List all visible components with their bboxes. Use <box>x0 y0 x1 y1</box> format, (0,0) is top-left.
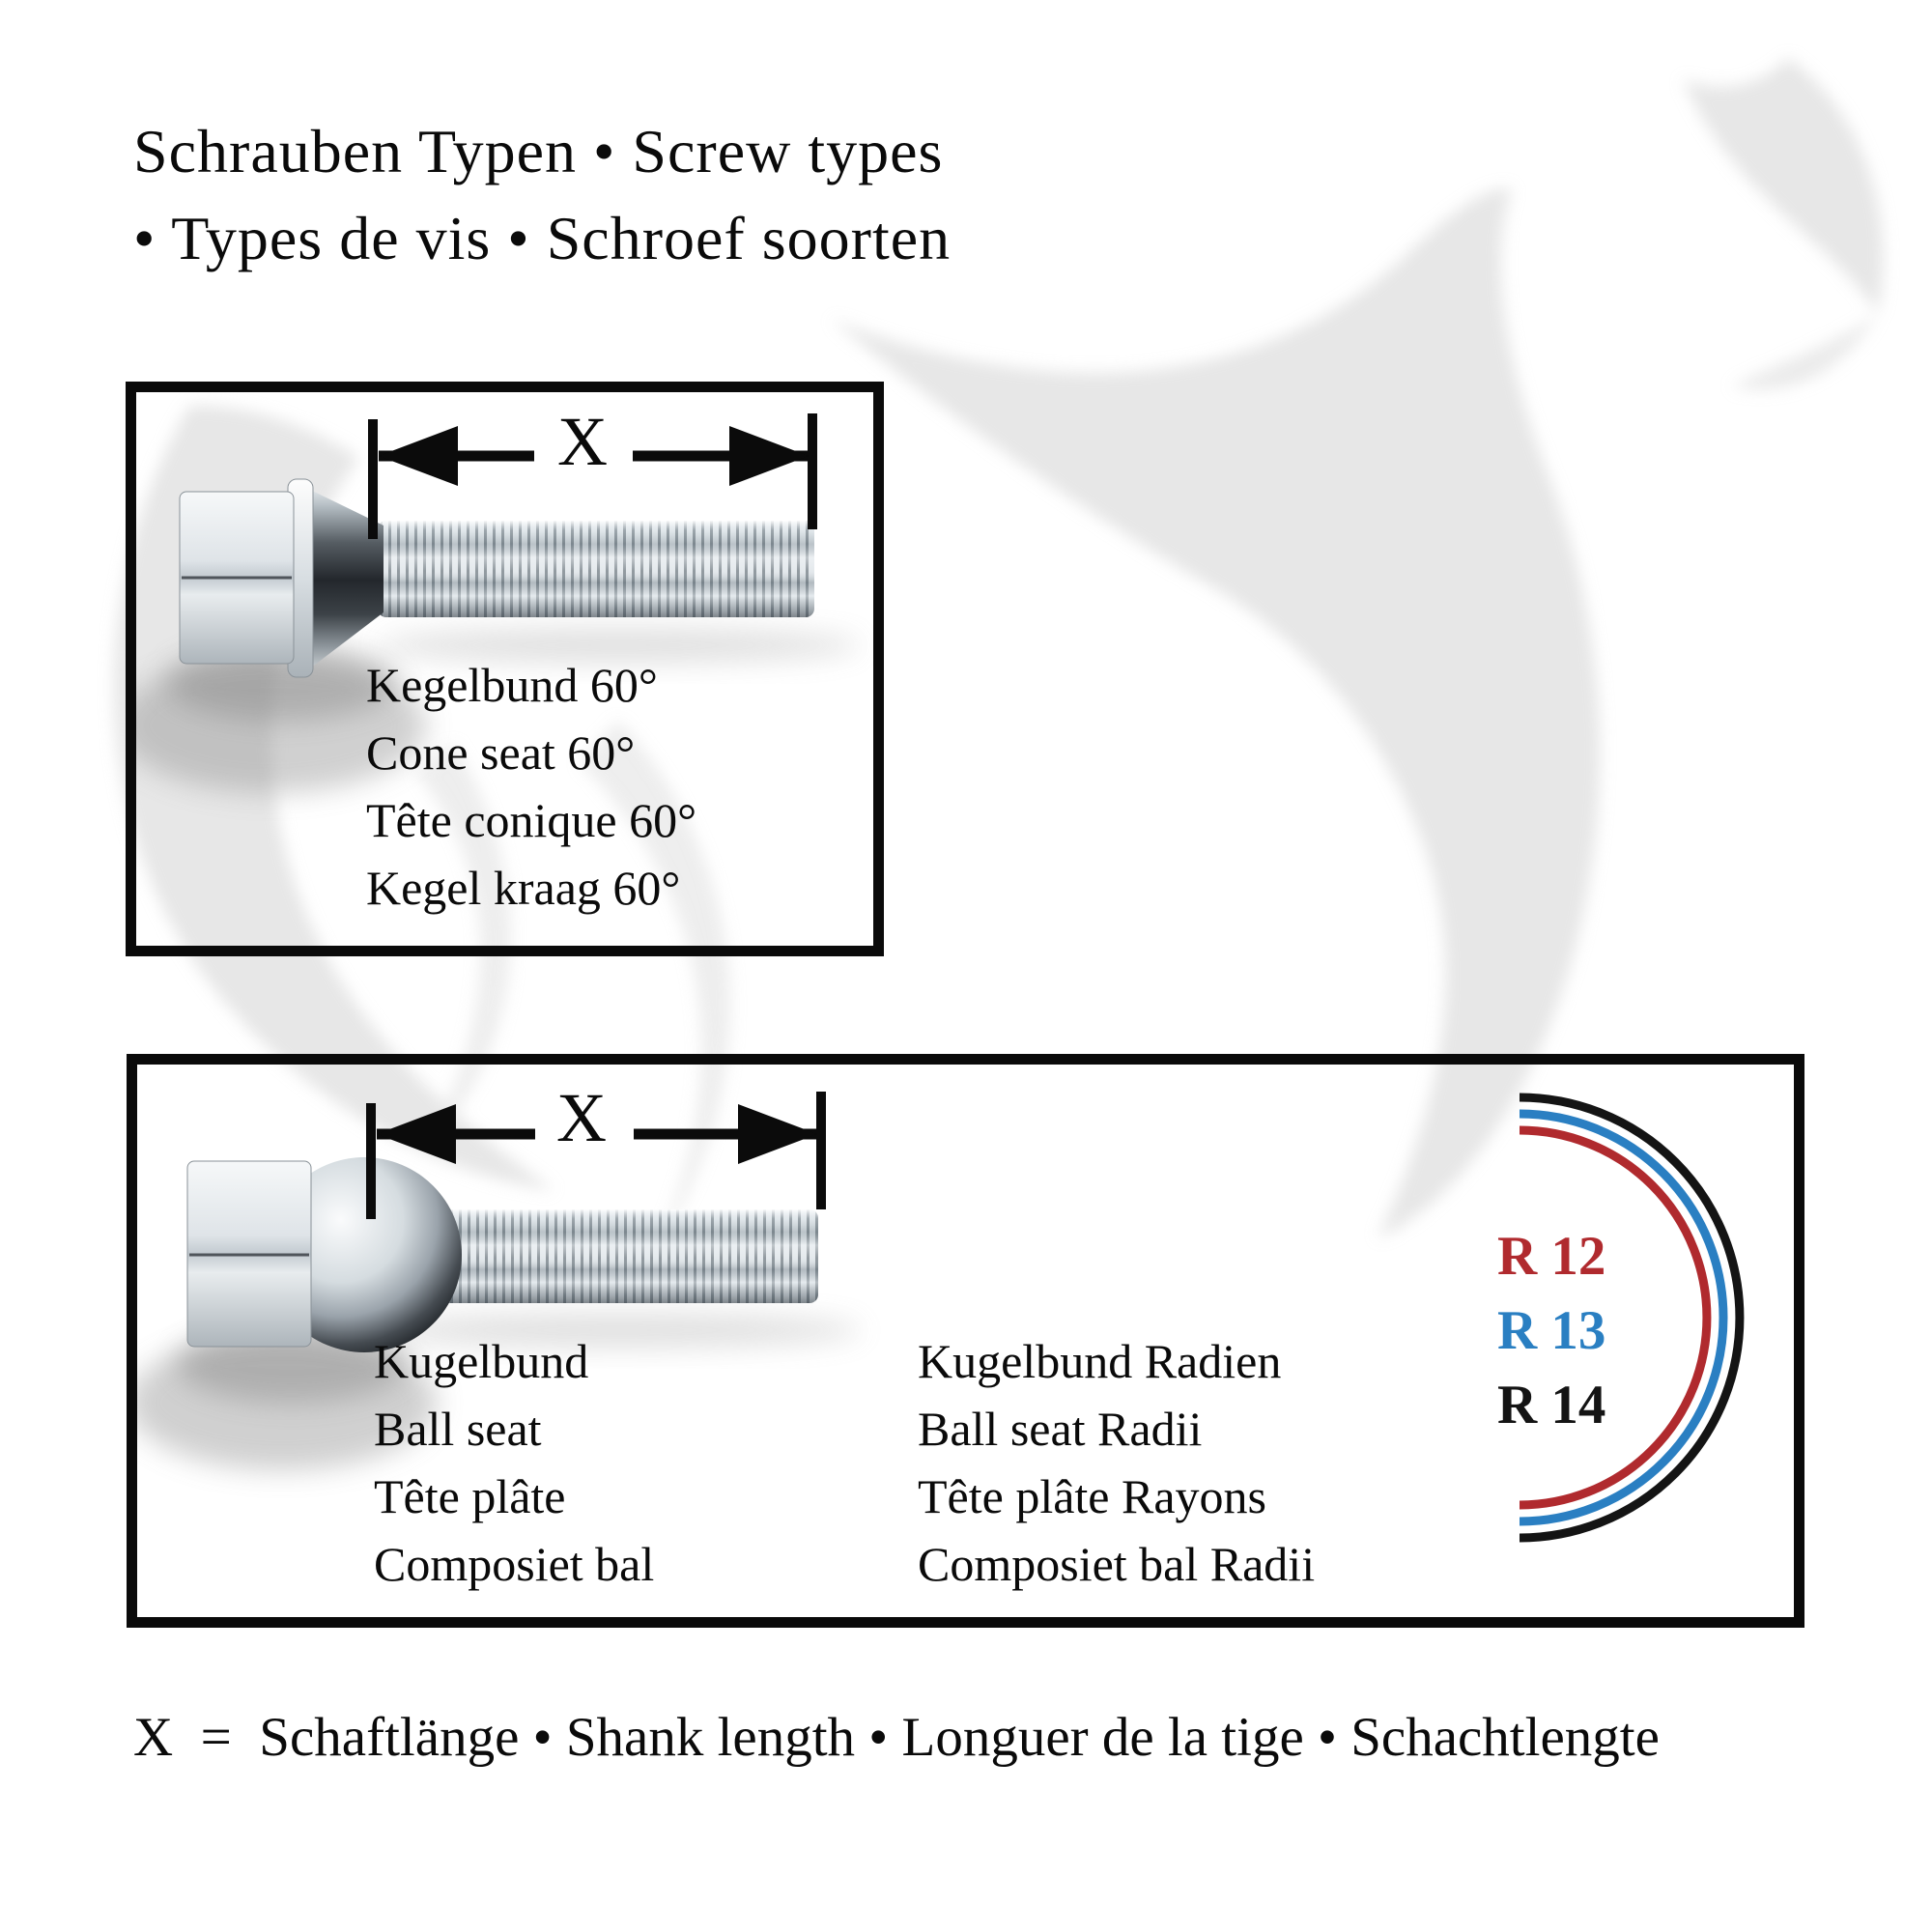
ball-seat-panel <box>127 1054 1804 1628</box>
page-title <box>133 108 951 282</box>
radius-value-labels <box>1497 1219 1605 1442</box>
shank-length-legend: X = Schaftlänge • Shank length • Longuer de la tige • Schachtlengte <box>133 1707 1660 1768</box>
dimension-arrow-left-icon <box>379 426 458 486</box>
radius-label-r12: R 12 <box>1497 1226 1606 1287</box>
label-radii-de: Kugelbund Radien <box>918 1334 1282 1388</box>
label-cone-seat-en: Cone seat 60° <box>366 725 636 780</box>
ball-seat-labels <box>374 1327 654 1598</box>
label-radii-fr: Tête plâte Rayons <box>918 1469 1266 1523</box>
label-radii-nl: Composiet bal Radii <box>918 1537 1316 1591</box>
radius-label-r13: R 13 <box>1497 1300 1606 1361</box>
cone-seat-panel <box>126 382 884 956</box>
dimension-arrow-right-icon <box>729 426 809 486</box>
label-cone-seat-fr: Tête conique 60° <box>366 793 697 847</box>
label-ball-seat-nl: Composiet bal <box>374 1537 655 1591</box>
cone-seat-labels <box>366 651 696 922</box>
radius-label-r14: R 14 <box>1497 1375 1606 1435</box>
title-line-2: • Types de vis • Schroef soorten <box>133 204 952 272</box>
label-cone-seat-nl: Kegel kraag 60° <box>366 861 681 915</box>
label-ball-seat-en: Ball seat <box>374 1402 542 1456</box>
title-line-1: Schrauben Typen • Screw types <box>133 117 944 185</box>
shank-length-dimension-label: X <box>556 1079 607 1156</box>
ball-seat-radii-labels <box>918 1327 1315 1598</box>
label-cone-seat-de: Kegelbund 60° <box>366 658 658 712</box>
label-ball-seat-de: Kugelbund <box>374 1334 589 1388</box>
label-ball-seat-fr: Tête plâte <box>374 1469 566 1523</box>
shank-length-dimension-label: X <box>557 403 608 480</box>
label-radii-en: Ball seat Radii <box>918 1402 1203 1456</box>
